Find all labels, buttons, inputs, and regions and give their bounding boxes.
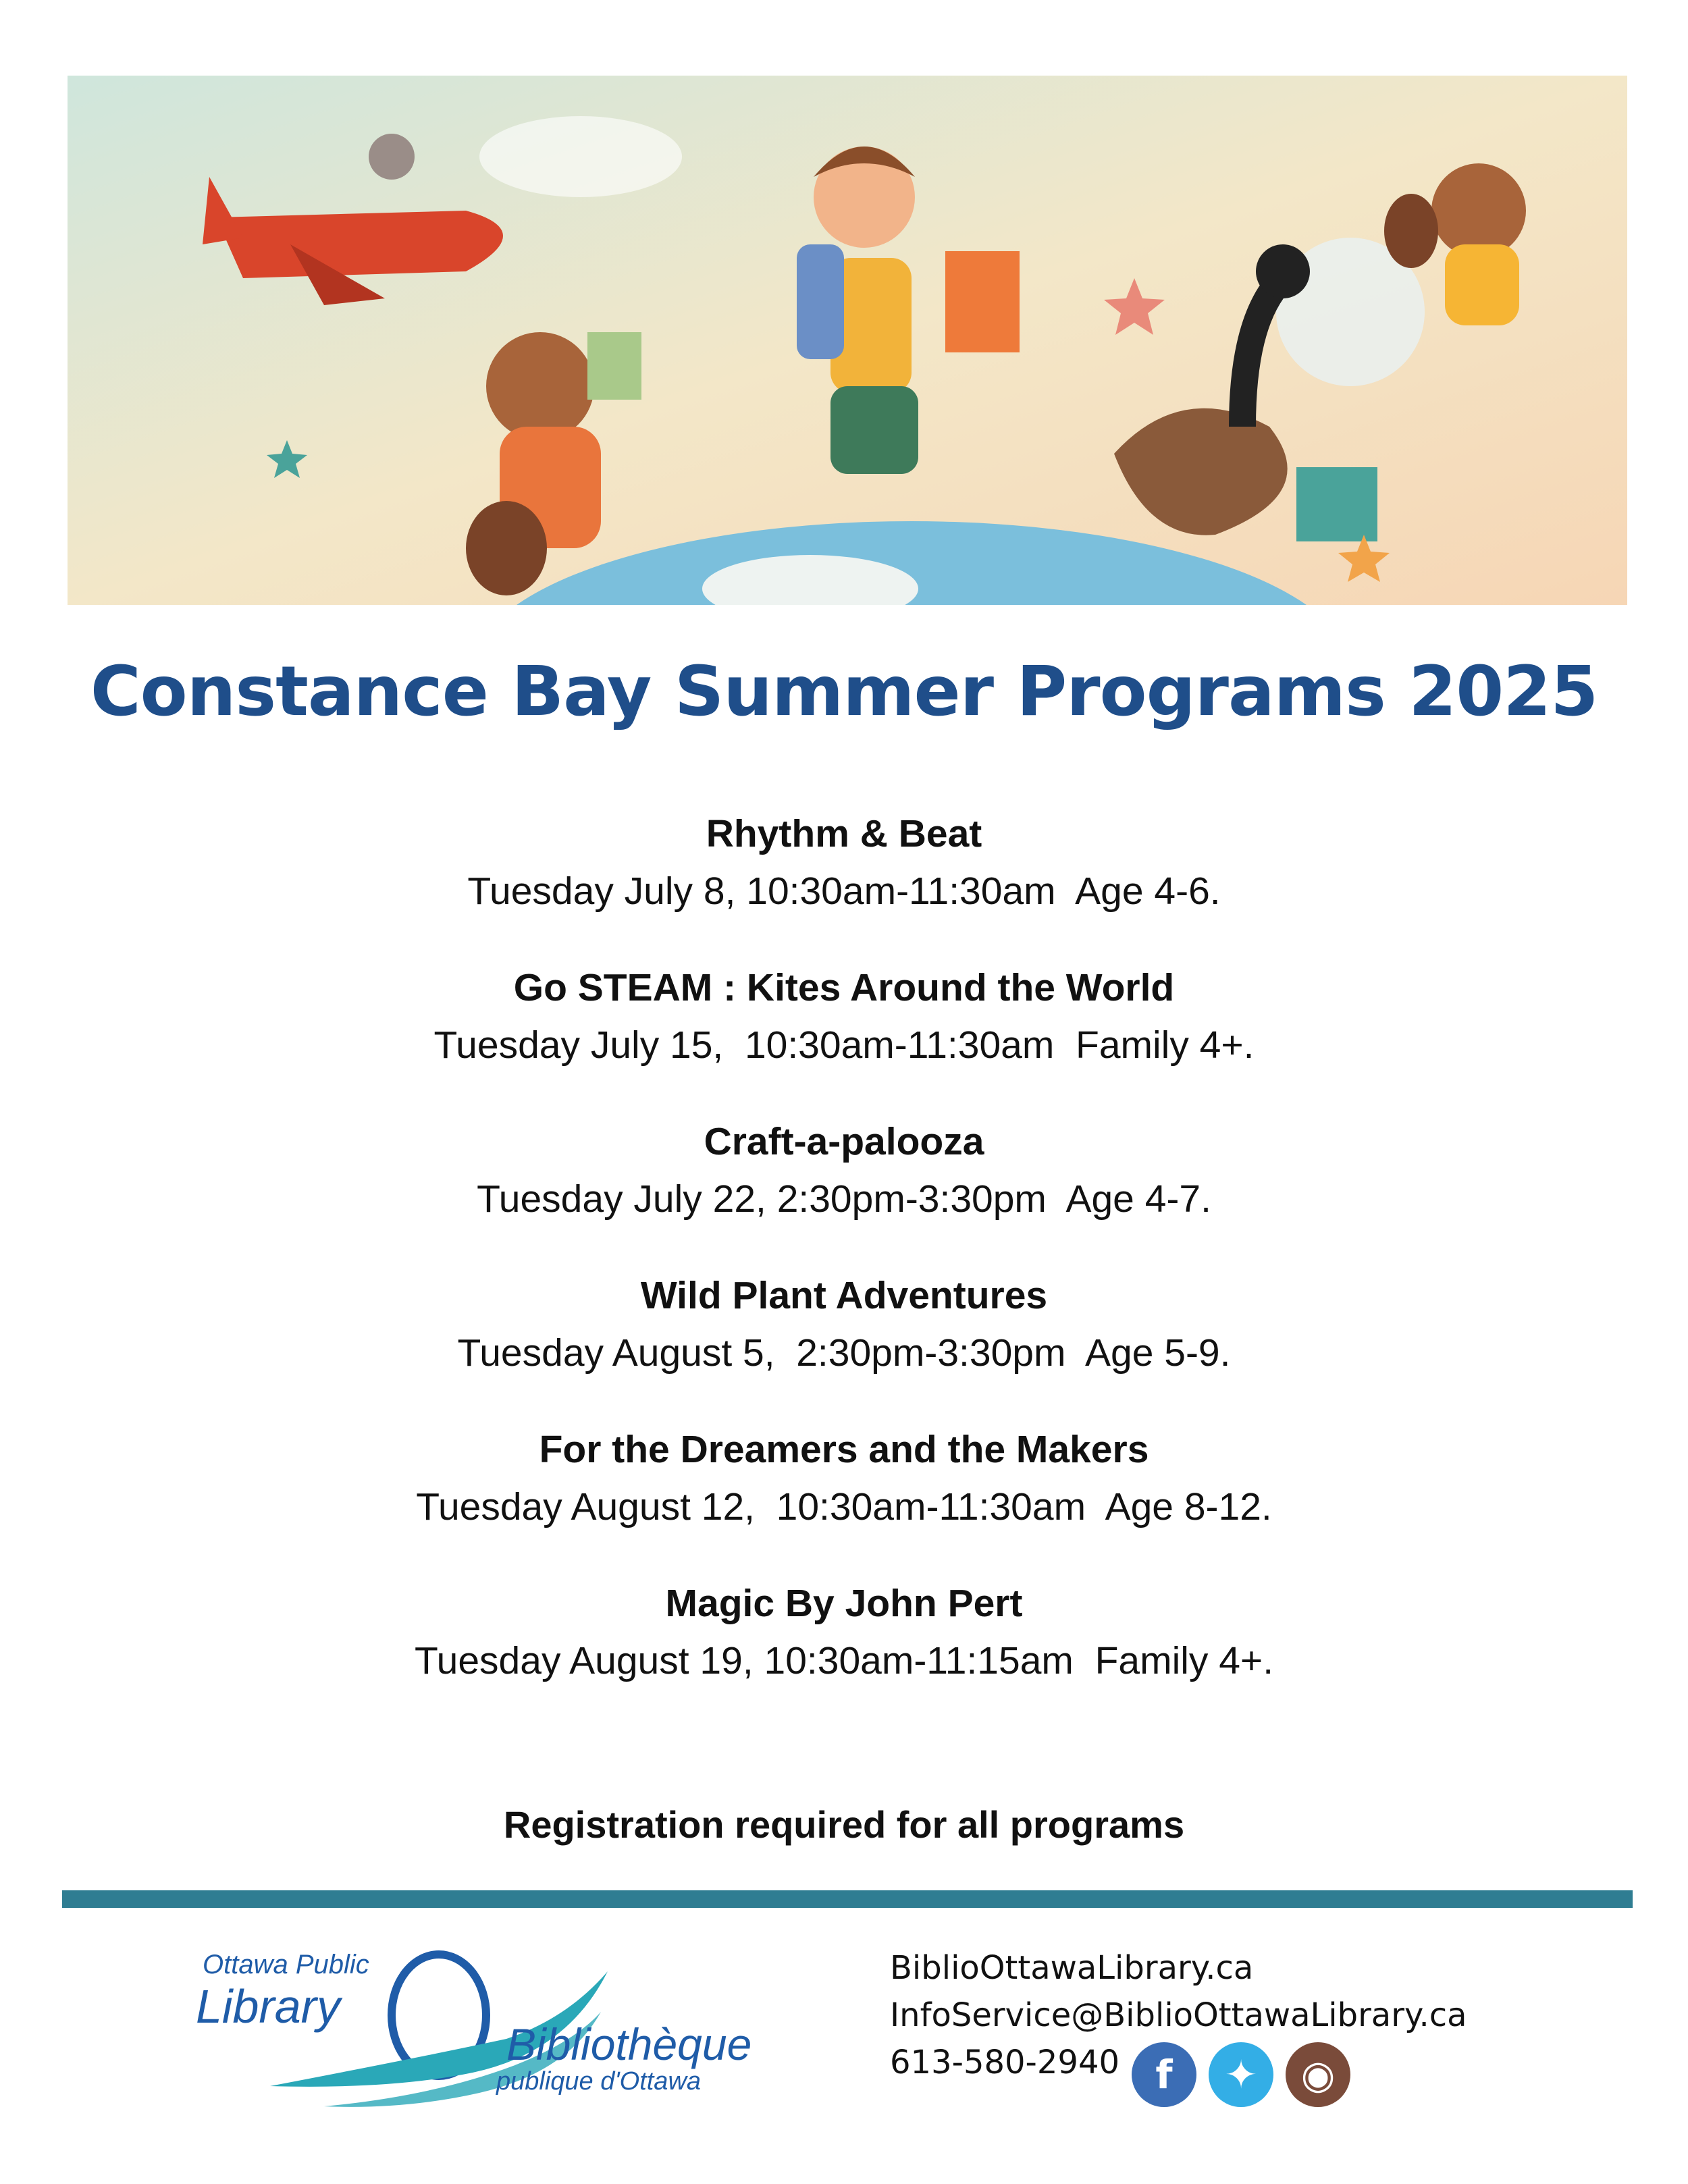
program-details: Tuesday August 12, 10:30am-11:30am Age 8-12. — [416, 1485, 1272, 1528]
program-details: Tuesday July 15, 10:30am-11:30am Family 4+. — [433, 1023, 1255, 1067]
twitter-icon[interactable]: ✦ — [1209, 2042, 1273, 2107]
program-details: Tuesday July 22, 2:30pm-3:30pm Age 4-7. — [477, 1177, 1211, 1221]
logo-text-publique: publique d'Ottawa — [496, 2067, 702, 2096]
program-details: Tuesday July 8, 10:30am-11:30am Age 4-6. — [467, 870, 1221, 913]
logo-text-library: Library — [196, 1980, 340, 2033]
library-logo — [189, 1944, 797, 2127]
program-item — [0, 961, 1688, 1115]
facebook-icon[interactable]: f — [1132, 2042, 1196, 2107]
email-link[interactable]: InfoService@BiblioOttawaLibrary.ca — [890, 1996, 1467, 2034]
program-item — [0, 1422, 1688, 1576]
registration-note: Registration required for all programs — [503, 1803, 1185, 1846]
phone-number: 613-580-2940 — [890, 2044, 1120, 2081]
program-name: Go STEAM : Kites Around the World — [513, 966, 1175, 1009]
program-item — [0, 1115, 1688, 1269]
program-item — [0, 807, 1688, 961]
program-name: For the Dreamers and the Makers — [539, 1428, 1149, 1471]
program-list — [0, 807, 1688, 1730]
program-name: Craft-a-palooza — [704, 1120, 984, 1163]
program-details: Tuesday August 19, 10:30am-11:15am Family 4+. — [414, 1639, 1274, 1682]
logo-text-bibliotheque: Bibliothèque — [506, 2019, 752, 2069]
website-link[interactable]: BiblioOttawaLibrary.ca — [890, 1949, 1254, 1987]
program-item — [0, 1576, 1688, 1730]
instagram-icon[interactable]: ◉ — [1286, 2042, 1350, 2107]
divider — [62, 1890, 1633, 1908]
program-name: Magic By John Pert — [665, 1582, 1023, 1625]
program-name: Wild Plant Adventures — [640, 1274, 1048, 1317]
logo-text-ottawa-public: Ottawa Public — [203, 1950, 369, 1979]
banner-illustration — [68, 76, 1627, 605]
program-details: Tuesday August 5, 2:30pm-3:30pm Age 5-9. — [457, 1331, 1231, 1375]
program-name: Rhythm & Beat — [706, 812, 982, 855]
page-title: Constance Bay Summer Programs 2025 — [90, 651, 1598, 732]
program-item — [0, 1269, 1688, 1422]
